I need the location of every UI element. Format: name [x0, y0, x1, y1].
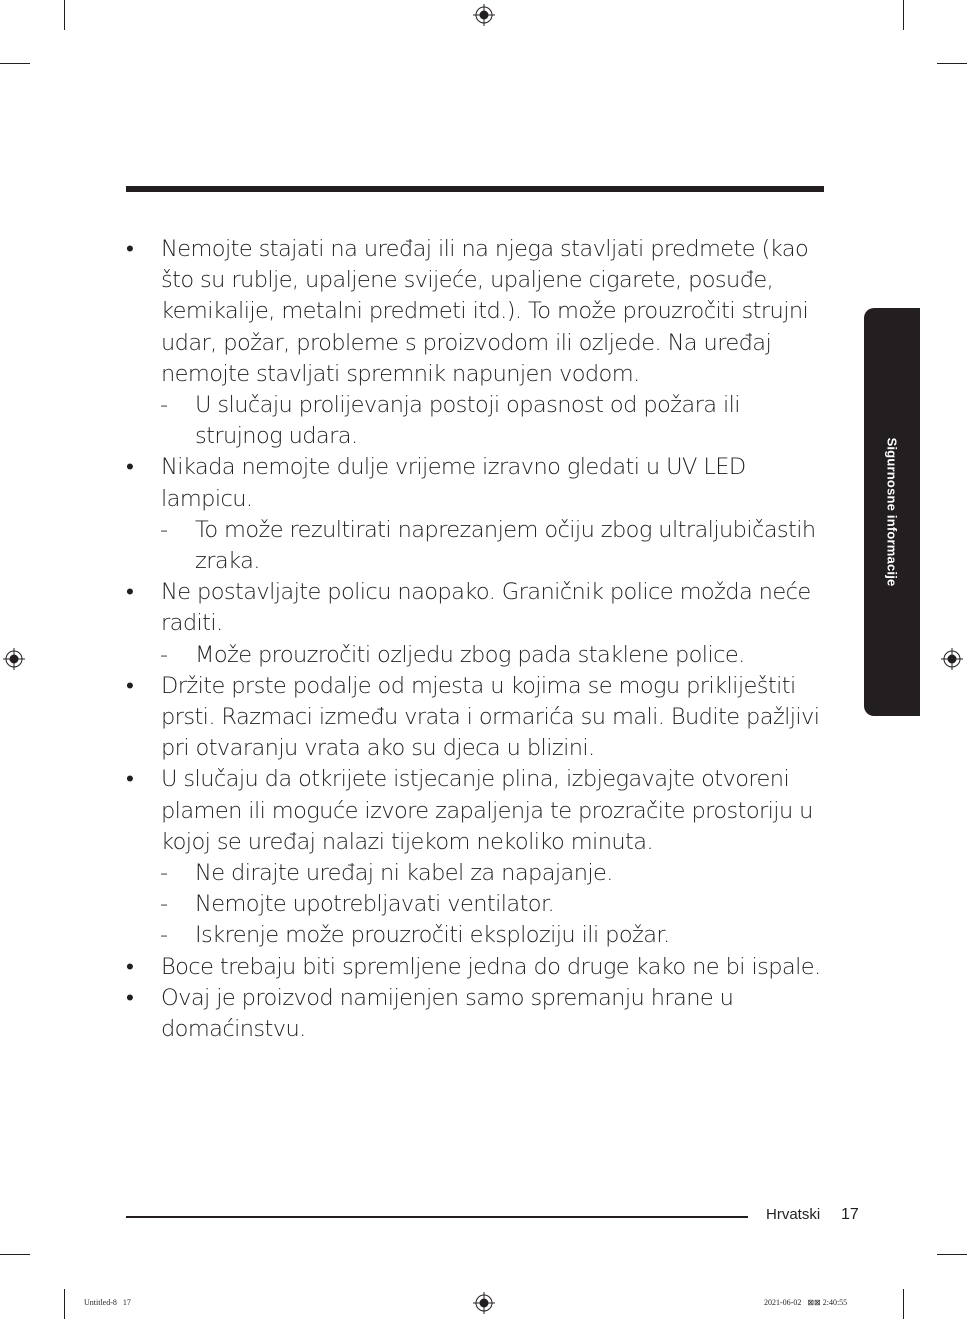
bullet-marker: • — [126, 766, 134, 793]
crop-mark — [64, 1289, 65, 1319]
item-text: Može prouzročiti ozljedu zbog pada staklene police. — [195, 641, 745, 668]
side-section-tab — [864, 308, 920, 716]
bullet-item — [126, 952, 831, 983]
section-top-rule — [126, 186, 824, 192]
item-text: Ne dirajte uređaj ni kabel za napajanje. — [195, 860, 613, 887]
item-text: U slučaju prolijevanja postoji opasnost od požara ili strujnog udara. — [195, 392, 740, 450]
print-slug-right: 2021-06-02 ⊠⊠ 2:40:55 — [764, 1298, 848, 1307]
bullet-item — [126, 452, 831, 514]
dash-marker: - — [160, 641, 168, 668]
side-tab-label: Sigurnosne informacije — [884, 437, 900, 587]
crop-mark — [937, 1254, 967, 1255]
item-text: To može rezultirati naprezanjem očiju zbog ultraljubičastih zraka. — [195, 516, 816, 575]
item-text: U slučaju da otkrijete istjecanje plina, izbjegavajte otvoreni plamen ili moguće izvore zapaljenja te prozračite prostoriju u kojoj se uređaj nalazi tijekom nekoliko minuta. — [161, 766, 813, 855]
dash-marker: - — [160, 392, 168, 419]
crop-mark — [0, 63, 30, 64]
crop-mark — [937, 63, 967, 64]
bullet-marker: • — [126, 236, 134, 262]
item-text: Držite prste podalje od mjesta u kojima se mogu prikliještiti prsti. Razmaci između vrata i ormarića su mali. Budite pažljivi pri otvaranju vrata ako su djeca u blizini. — [161, 672, 820, 762]
dash-marker: - — [160, 860, 168, 887]
bullet-marker: • — [126, 953, 134, 980]
bullet-marker: • — [126, 984, 134, 1011]
item-text: Ovaj je proizvod namijenjen samo spremanju hrane u domaćinstvu. — [161, 984, 734, 1043]
footer-rule — [126, 1216, 748, 1218]
item-text: Nikada nemojte dulje vrijeme izravno gledati u UV LED lampicu. — [161, 454, 746, 512]
bullet-marker: • — [126, 579, 134, 606]
item-text: Nemojte stajati na uređaj ili na njega stavljati predmete (kao što su rublje, upaljene svijeće, upaljene cigarete, posuđe, kemikalije, metalni predmeti itd.). To može prouzročiti strujni udar, požar, probleme s proizvodom ili ozljede. Na uređaj nemojte stavljati spremnik napunjen vodom. — [161, 236, 809, 387]
bullet-item — [126, 234, 831, 390]
item-text: Nemojte upotrebljavati ventilator. — [195, 891, 555, 918]
footer-language: Hrvatski — [766, 1206, 821, 1223]
crop-mark — [0, 1254, 30, 1255]
safety-instructions-list — [126, 234, 831, 1045]
sub-item — [126, 920, 831, 951]
sub-item — [126, 640, 831, 671]
registration-mark-icon — [473, 1292, 495, 1314]
sub-item — [126, 515, 831, 577]
bullet-item — [126, 671, 831, 765]
footer-page-number: 17 — [841, 1206, 859, 1223]
bullet-marker: • — [126, 672, 134, 699]
crop-mark — [903, 1289, 904, 1319]
dash-marker: - — [160, 891, 168, 918]
registration-mark-icon — [473, 4, 495, 26]
bullet-item — [126, 983, 831, 1045]
crop-mark — [903, 0, 904, 30]
sub-item — [126, 390, 831, 452]
item-text: Boce trebaju biti spremljene jedna do druge kako ne bi ispale. — [161, 953, 821, 980]
bullet-marker: • — [126, 454, 134, 481]
dash-marker: - — [160, 516, 168, 543]
registration-mark-icon — [3, 648, 25, 670]
bullet-item — [126, 764, 831, 858]
sub-item — [126, 889, 831, 920]
sub-item — [126, 858, 831, 889]
registration-mark-icon — [941, 648, 963, 670]
bullet-item — [126, 577, 831, 639]
item-text: Iskrenje može prouzročiti eksploziju ili požar. — [195, 922, 670, 949]
crop-mark — [64, 0, 65, 30]
print-slug-left: Untitled-8 17 — [84, 1298, 131, 1307]
dash-marker: - — [160, 922, 168, 949]
item-text: Ne postavljajte policu naopako. Graničnik police možda neće raditi. — [161, 579, 811, 637]
